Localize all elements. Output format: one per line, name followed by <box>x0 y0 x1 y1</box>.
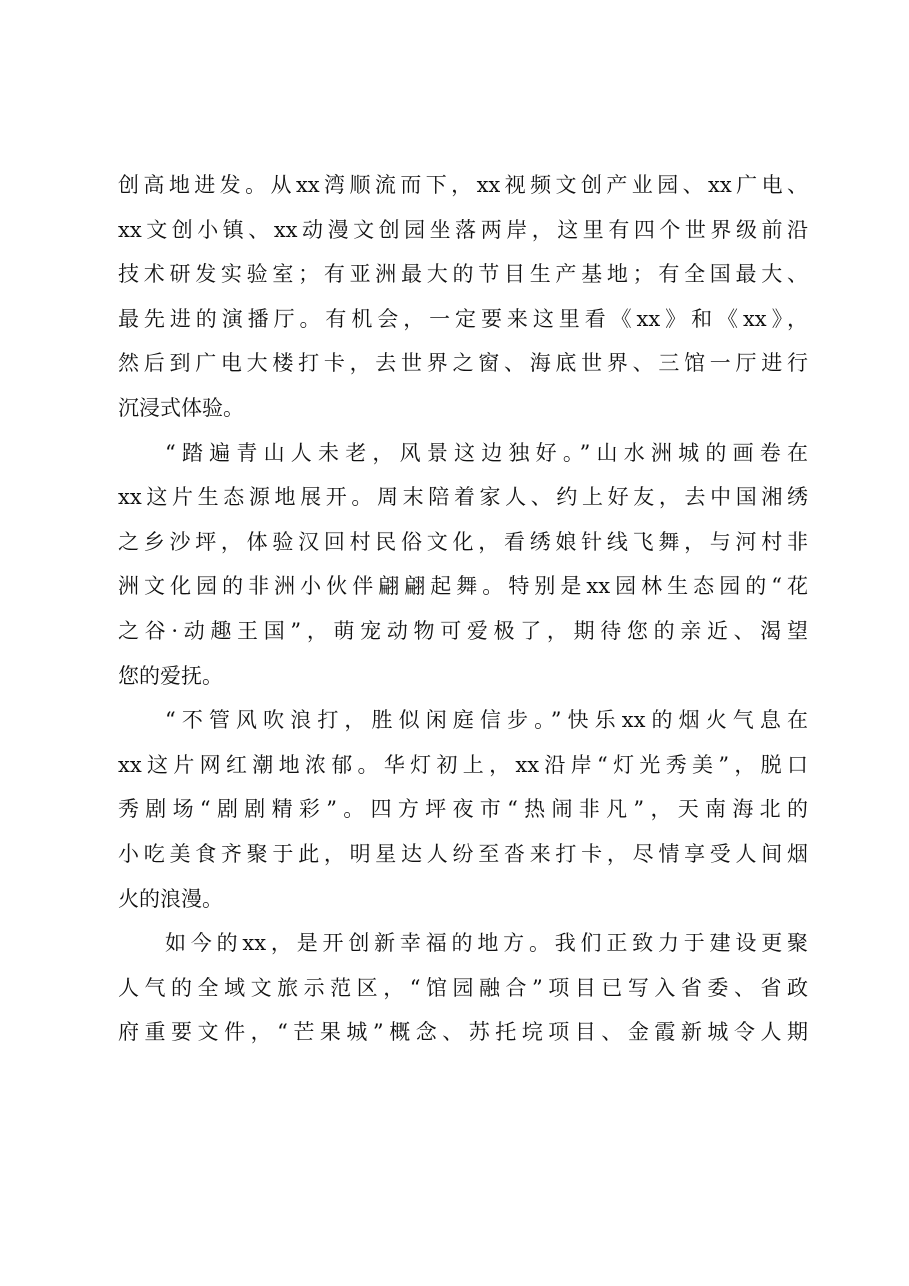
paragraph-3-line-5: 火的浪漫。 <box>118 886 223 911</box>
paragraph-3-line-1: “不管风吹浪打，胜似闲庭信步。”快乐xx的烟火气息在 <box>165 708 808 733</box>
paragraph-1-line-4: 最先进的演播厅。有机会，一定要来这里看《xx》和《xx》， <box>118 306 808 331</box>
paragraph-2-line-1: “踏遍青山人未老，风景这边独好。”山水洲城的画卷在 <box>165 440 808 465</box>
paragraph-3-line-3: 秀剧场“剧剧精彩”。四方坪夜市“热闹非凡”，天南海北的 <box>118 797 808 822</box>
paragraph-3-line-4: 小吃美食齐聚于此，明星达人纷至沓来打卡，尽情享受人间烟 <box>118 841 808 866</box>
paragraph-3-line-2: xx这片网红潮地浓郁。华灯初上，xx沿岸“灯光秀美”，脱口 <box>118 752 808 777</box>
paragraph-1-line-6: 沉浸式体验。 <box>118 395 244 420</box>
paragraph-4-line-1: 如今的xx，是开创新幸福的地方。我们正致力于建设更聚 <box>165 931 808 956</box>
paragraph-1-line-1: 创高地进发。从xx湾顺流而下，xx视频文创产业园、xx广电、 <box>118 173 808 197</box>
document-body <box>118 163 808 1055</box>
paragraph-2-line-3: 之乡沙坪，体验汉回村民俗文化，看绣娘针线飞舞，与河村非 <box>118 529 808 554</box>
paragraph-2-line-4: 洲文化园的非洲小伙伴翩翩起舞。特别是xx园林生态园的“花 <box>118 574 808 599</box>
paragraph-1-line-5: 然后到广电大楼打卡，去世界之窗、海底世界、三馆一厅进行 <box>118 351 808 376</box>
paragraph-4-line-2: 人气的全域文旅示范区，“馆园融合”项目已写入省委、省政 <box>118 975 808 1000</box>
paragraph-2-line-2: xx这片生态源地展开。周末陪着家人、约上好友，去中国湘绣 <box>118 485 808 510</box>
paragraph-2-line-5: 之谷·动趣王国”，萌宠动物可爱极了，期待您的亲近、渴望 <box>118 618 808 643</box>
paragraph-1-line-3: 技术研发实验室；有亚洲最大的节目生产基地；有全国最大、 <box>118 262 808 287</box>
paragraph-1-line-2: xx文创小镇、xx动漫文创园坐落两岸，这里有四个世界级前沿 <box>118 217 808 242</box>
paragraph-2-line-6: 您的爱抚。 <box>118 663 223 688</box>
paragraph-4-line-3: 府重要文件，“芒果城”概念、苏托垸项目、金霞新城令人期 <box>118 1020 808 1045</box>
